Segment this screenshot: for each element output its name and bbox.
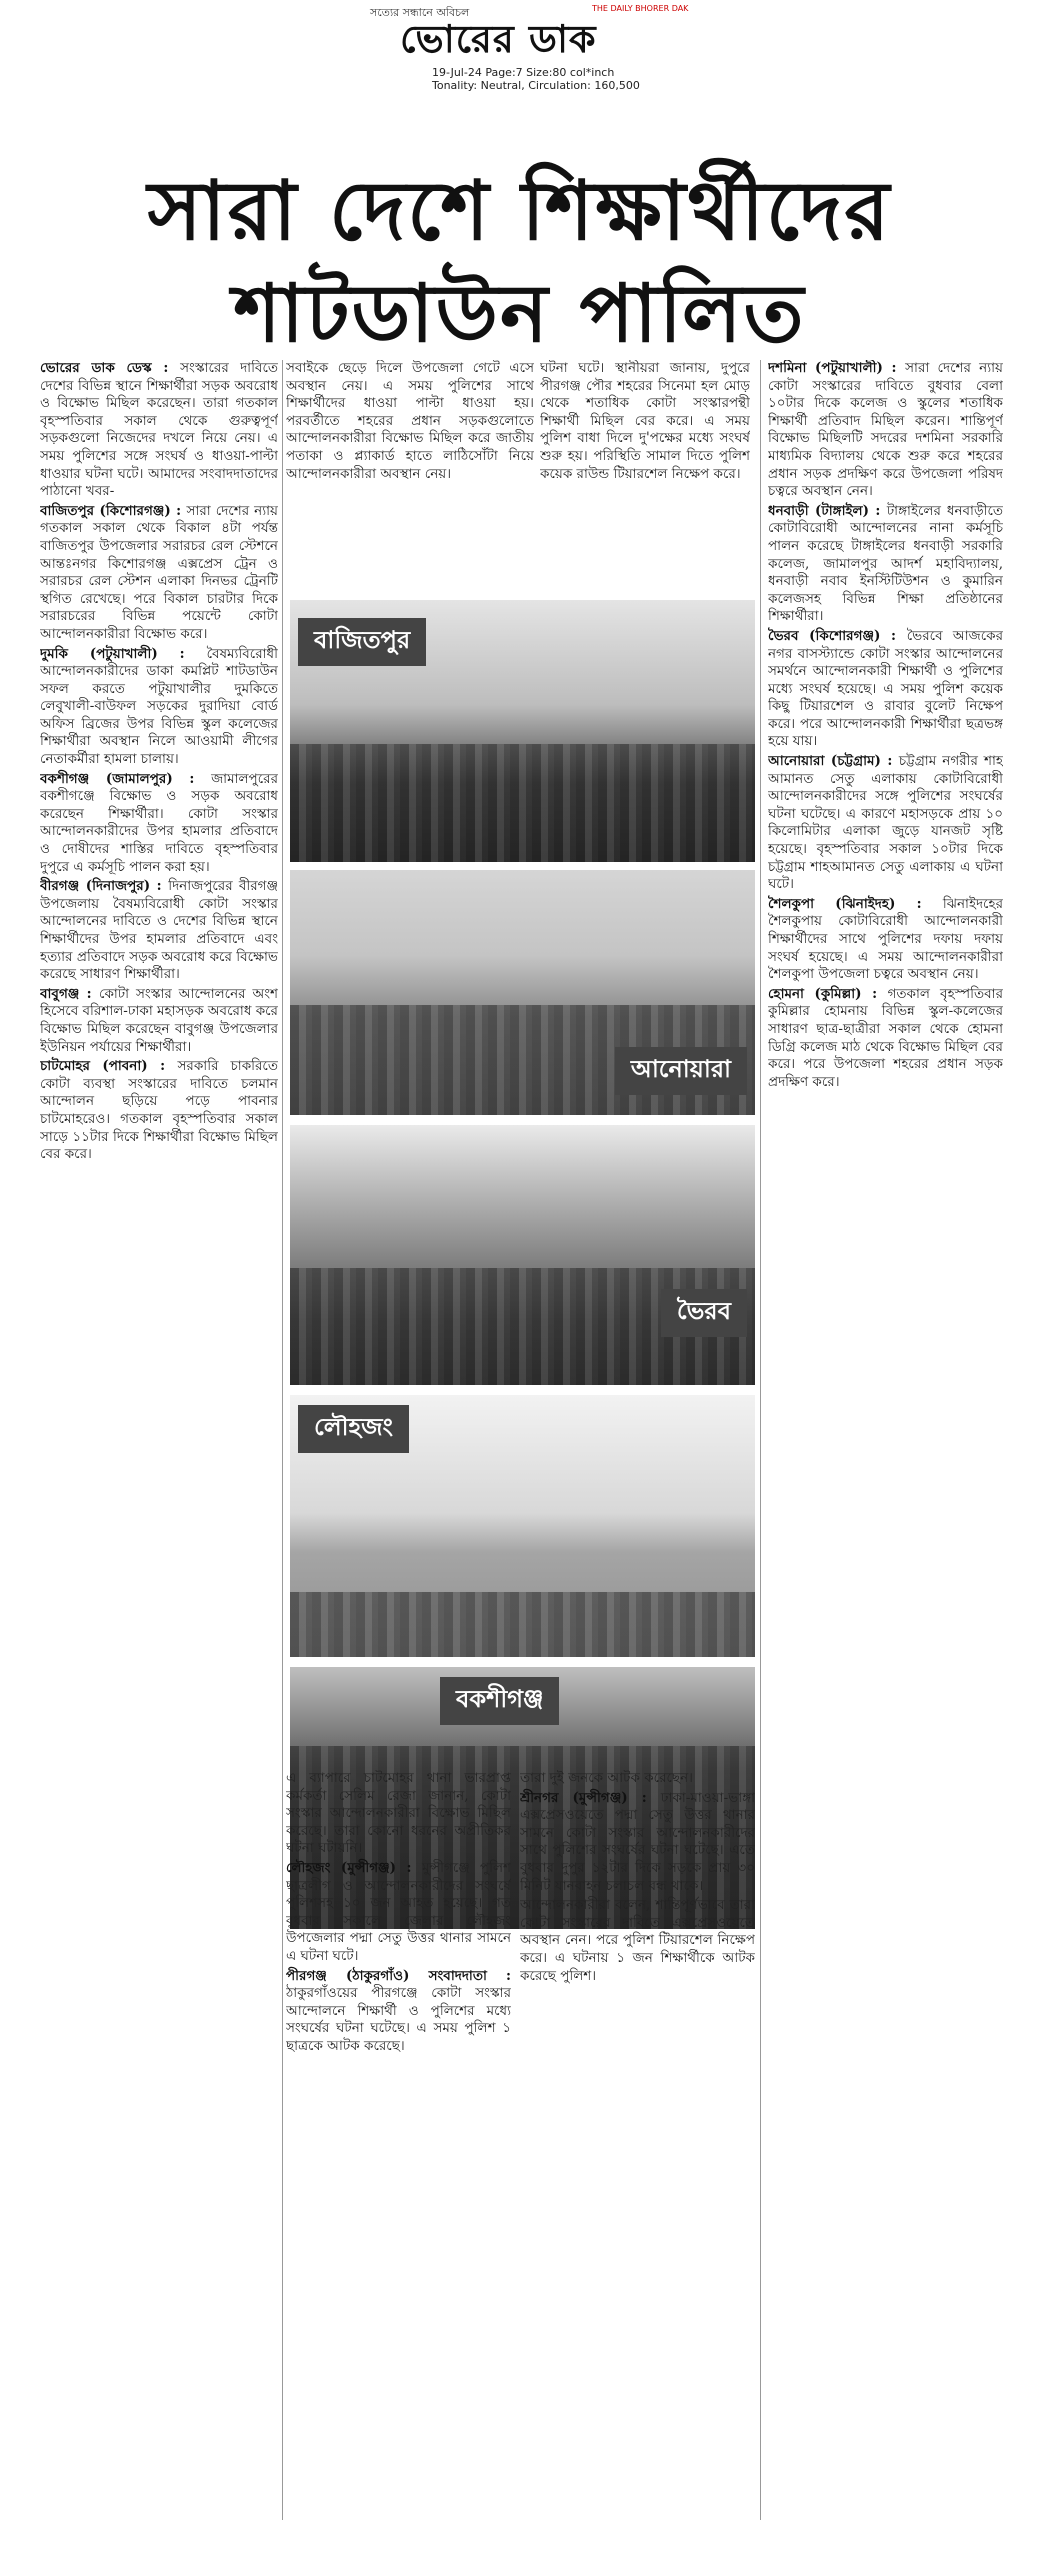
article-paragraph (286, 360, 534, 483)
dateline: দুমকি (পটুয়াখালী) : (40, 645, 207, 662)
newspaper-logo: ভোরের ডাক (400, 17, 597, 61)
article-paragraph (768, 628, 1003, 751)
paragraph-text: ঢাকা-মাওয়া-ভাঙ্গা এক্সপ্রেসওয়েতে পদ্মা সেতু উত্তর থানার সামনে কোটা সংস্কার আন্দোলনকারীদের সাথে পুলিশের সংঘর্ষের ঘটনা ঘটেছে। এতে বুধবার দুপুর ১২টার দিকে সড়কে প্রায় ৩০ মিনিট যানবাহন চলাচল বন্ধ থাকে। (520, 1789, 755, 1894)
article-paragraph (286, 1860, 511, 1966)
paragraph-text: মুন্সীগঞ্জে পুলিশ ছাত্রলীগ ও আন্দোলনকারীদের সংঘর্ষে পুলিশসহ ১০ জন আহত হয়েছে। গত বুধবার সকালে জেলার লৌহজং উপজেলার পদ্মা সেতু উত্তর থানার সামনে এ ঘটনা ঘটে। (286, 1859, 511, 1964)
article-paragraph (286, 1968, 511, 2056)
photo-caption: বকশীগঞ্জ (440, 1677, 559, 1725)
column-divider (760, 360, 761, 2520)
article-paragraph (768, 986, 1003, 1092)
dateline: পীরগঞ্জ (ঠাকুরগাঁও) সংবাদদাতা : (286, 1967, 511, 1984)
article-paragraph (40, 1058, 278, 1164)
article-paragraph (768, 503, 1003, 626)
article-column-1 (40, 360, 278, 2190)
meta-line-2: Tonality: Neutral, Circulation: 160,500 (432, 79, 640, 92)
paragraph-text: এ ব্যাপারে চাটমোহর থানা ভারপ্রাপ্ত কর্মকর্তা সেলিম রেজা জানান, কোটা সংস্কার আন্দোলনকারীরা বিক্ষোভ মিছিল করেছে। তারা কোনো ধরনের অপ্রীতিকর ঘটনা ঘটায়নি। (286, 1770, 511, 1857)
dateline: শ্রীনগর (মুন্সীগঞ্জ) : (520, 1789, 661, 1806)
dateline: ভোরের ডাক ডেস্ক : (40, 360, 181, 376)
photo-louhajang (290, 1395, 755, 1657)
photo-caption: লৌহজং (298, 1405, 409, 1453)
paragraph-text: কোটা সংস্কার আন্দোলনের অংশ হিসেবে বরিশাল-ঢাকা মহাসড়ক অবরোধ করে বিক্ষোভ মিছিল করেছেন বাবুগঞ্জ উপজেলার ইউনিয়ন পর্যায়ের শিক্ষার্থীরা। (40, 985, 278, 1055)
photo-caption: ভৈরব (661, 1289, 747, 1337)
dateline: চাটমোহর (পাবনা) : (40, 1058, 178, 1075)
paragraph-text: জামালপুরের বকশীগঞ্জে বিক্ষোভ ও সড়ক অবরোধ করেছেন শিক্ষার্থীরা। কোটা সংস্কার আন্দোলনকারীদের উপর হামলার প্রতিবাদে ও দোষীদের শাস্তির দাবিতে বৃহস্পতিবার দুপুরে এ কর্মসূচি পালন করা হয়। (40, 770, 278, 875)
paragraph-text: সারা দেশের ন্যায় কোটা সংস্কারের দাবিতে বুধবার বেলা ১০টার দিকে কলেজ ও স্কুলের শতাধিক শিক্ষার্থী প্রতিবাদ মিছিল করেন। শান্তিপূর্ণ বিক্ষোভ মিছিলটি সদরের দশমিনা সরকারি মাধ্যমিক বিদ্যালয় থেকে শুরু করে শহরের প্রধান সড়ক প্রদক্ষিণ করে উপজেলা পরিষদ চত্বরে অবস্থান নেন। (768, 360, 1003, 500)
article-paragraph (520, 1770, 755, 1788)
article-column-3-top (540, 360, 750, 590)
dateline: ধনবাড়ী (টাঙ্গাইল) : (768, 502, 887, 519)
column-divider (282, 360, 283, 2520)
article-paragraph (520, 1790, 755, 1896)
dateline: হোমনা (কুমিল্লা) : (768, 985, 888, 1002)
paragraph-text: দিনাজপুরের বীরগঞ্জ উপজেলায় বৈষম্যবিরোধী কোটা সংস্কার আন্দোলনের দাবিতে ও দেশের বিভিন্ন স্থানে শিক্ষার্থীদের উপর হামলার প্রতিবাদে এবং হত্যার প্রতিবাদে সড়ক অবরোধ করে বিক্ষোভ করেছে সাধারণ শিক্ষার্থীরা। (40, 878, 278, 983)
paragraph-text: আন্দোলনকারীরা বলেন, শান্তিপূর্ণভাবে তারা কোটা সংস্কারের দাবিতে এক্সপ্রেসওয়েতে অবস্থান নেন। পরে পুলিশ টিয়ারশেল নিক্ষেপ করে। এ ঘটনায় ১ জন শিক্ষার্থীকে আটক করেছে পুলিশ। (520, 1897, 755, 1984)
masthead-tagline: সত্যের সন্ধানে অবিচল (370, 6, 470, 19)
dateline: বকশীগঞ্জ (জামালপুর) : (40, 770, 212, 787)
article-paragraph (768, 896, 1003, 984)
meta-line-1: 19-Jul-24 Page:7 Size:80 col*inch (432, 66, 615, 79)
article-column-2-bottom (286, 1770, 511, 2530)
paragraph-text: সংস্কারের দাবিতে দেশের বিভিন্ন স্থানে শিক্ষার্থীরা সড়ক অবরোধ ও বিক্ষোভ মিছিল করেছেন। তারা গতকাল বৃহস্পতিবার সকাল থেকে গুরুত্বপূর্ণ সড়কগুলো নিজেদের দখলে নিয়ে নেয়। এ সময় পুলিশের সঙ্গে সংঘর্ষ ও ধাওয়া-পাল্টা ধাওয়ার ঘটনা ঘটে। আমাদের সংবাদদাতাদের পাঠানো খবর- (40, 360, 278, 500)
photo-anowara (290, 870, 755, 1115)
photo-caption: বাজিতপুর (298, 618, 426, 666)
paragraph-text: ঠাকুরগাঁওয়ের পীরগঞ্জে কোটা সংস্কার আন্দোলনে শিক্ষার্থী ও পুলিশের মধ্যে সংঘর্ষের ঘটনা ঘটেছে। এ সময় পুলিশ ১ ছাত্রকে আটক করেছে। (286, 1985, 511, 2054)
clipping-meta (432, 66, 640, 92)
paragraph-text: সারা দেশের ন্যায় গতকাল সকাল থেকে বিকাল ৪টা পর্যন্ত বাজিতপুর উপজেলার সরারচর রেল স্টেশনে আন্তঃনগর কিশোরগঞ্জ এক্সপ্রেস ট্রেন ও সরারচর রেল স্টেশন এলাকা দিনভর ট্রেনটি স্থগিত রেখেছে। পরে বিকাল চারটার দিকে সরারচরের বিভিন্ন পয়েন্টে কোটা আন্দোলনকারীরা বিক্ষোভ করে। (40, 502, 278, 642)
dateline: বাবুগঞ্জ : (40, 985, 99, 1002)
paragraph-text: ঘটনা ঘটে। স্থানীয়রা জানায়, দুপুরে পীরগঞ্জ পৌর শহরের সিনেমা হল মোড় থেকে শতাধিক কোটা সংস্কারপন্থী শিক্ষার্থী মিছিল বের করে। এ সময় পুলিশ বাধা দিলে দু'পক্ষের মধ্যে সংঘর্ষ শুরু হয়। পরিস্থিতি সামাল দিতে পুলিশ কয়েক রাউন্ড টিয়ারশেল নিক্ষেপ করে। (540, 360, 750, 482)
protest-photo-icon (290, 1592, 755, 1658)
paragraph-text: তারা দুই জনকে আটক করেছেন। (520, 1770, 694, 1786)
photo-bhairab (290, 1125, 755, 1385)
paragraph-text: সরকারি চাকরিতে কোটা ব্যবস্থা সংস্কারের দাবিতে চলমান আন্দোলন ছড়িয়ে পড়ে পাবনার চাটমোহরেও। গতকাল বৃহস্পতিবার সকাল সাড়ে ১১টার দিকে শিক্ষার্থীরা বিক্ষোভ মিছিল বের করে। (40, 1058, 278, 1163)
dateline: বাজিতপুর (কিশোরগঞ্জ) : (40, 502, 187, 519)
article-paragraph (40, 503, 278, 644)
paragraph-text: সবাইকে ছেড়ে দিলে উপজেলা গেটে এসে অবস্থান নেয়। এ সময় পুলিশের সাথে শিক্ষার্থীদের ধাওয়া পাল্টা ধাওয়া হয়। পরবর্তীতে শহরের প্রধান সড়কগুলোতে আন্দোলনকারীরা বিক্ষোভ মিছিল করে জাতীয় পতাকা ও প্ল্যাকার্ড হাতে লাঠিসোঁটা নিয়ে আন্দোলনকারীরা অবস্থান নেয়। (286, 360, 534, 482)
dateline: বীরগঞ্জ (দিনাজপুর) : (40, 878, 169, 895)
paragraph-text: বৈষম্যবিরোধী আন্দোলনকারীদের ডাকা কমপ্লিট শাটডাউন সফল করতে পটুয়াখালীর দুমকিতে লেবুখালী-বাউফল সড়কের দুরাদিয়া বোর্ড অফিস ব্রিজের উপর বিভিন্ন স্কুল কলেজের শিক্ষার্থীরা অবস্থান নিলে আওয়ামী লীগের নেতাকর্মীরা হামলা চালায়। (40, 645, 278, 768)
paragraph-text: গতকাল বৃহস্পতিবার কুমিল্লার হোমনায় বিভিন্ন স্কুল-কলেজের সাধারণ ছাত্র-ছাত্রীরা সকাল থেকে হোমনা ডিগ্রি কলেজ মাঠ থেকে বিক্ষোভ মিছিল বের করে। পরে উপজেলা শহরের প্রধান সড়ক প্রদক্ষিণ করে। (768, 985, 1003, 1090)
dateline: আনোয়ারা (চট্টগ্রাম) : (768, 753, 899, 770)
dateline: দশমিনা (পটুয়াখালী) : (768, 360, 906, 376)
masthead-subtag: THE DAILY BHORER DAK (592, 4, 689, 13)
dateline: শৈলকুপা (ঝিনাইদহ) : (768, 895, 943, 912)
article-paragraph (520, 1897, 755, 1985)
article-column-3-bottom (520, 1770, 755, 2530)
article-paragraph (768, 360, 1003, 501)
paragraph-text: টাঙ্গাইলের ধনবাড়ীতে কোটাবিরোধী আন্দোলনের নানা কর্মসূচি পালন করেছে টাঙ্গাইলের ধনবাড়ী সরকারি কলেজ, জামালপুর আদর্শ মহাবিদ্যালয়, ধনবাড়ী নবাব ইনস্টিটিউশন ও কুমারিন কলেজসহ বিভিন্ন শিক্ষা প্রতিষ্ঠানের শিক্ষার্থীরা। (768, 502, 1003, 625)
paragraph-text: ভৈরবে আজকের নগর বাসস্ট্যান্ডে কোটা সংস্কার আন্দোলনের সমর্থনে আন্দোলনকারী শিক্ষার্থী ও পুলিশের মধ্যে সংঘর্ষ হয়েছে। এ সময় পুলিশ কয়েক কিছু টিয়ারশেল ও রাবার বুলেট নিক্ষেপ করে। পরে আন্দোলনকারী শিক্ষার্থীরা ছত্রভঙ্গ হয়ে যায়। (768, 627, 1003, 750)
photo-caption: আনোয়ারা (615, 1047, 747, 1095)
photo-bajitpur (290, 600, 755, 862)
article-paragraph (40, 360, 278, 501)
dateline: লৌহজং (মুন্সীগঞ্জ) : (286, 1859, 423, 1876)
article-paragraph (40, 986, 278, 1056)
article-column-4 (768, 360, 1003, 2520)
protest-photo-icon (290, 744, 755, 862)
article-paragraph (768, 753, 1003, 894)
article-paragraph (286, 1770, 511, 1858)
headline-line-2: শাটডাউন পালিত (233, 267, 806, 360)
headline-line-1: সারা দেশে শিক্ষার্থীদের (147, 164, 892, 259)
article-column-2-top (286, 360, 534, 590)
paragraph-text: ঝিনাইদহের শৈলকুপায় কোটাবিরোধী আন্দোলনকারী শিক্ষার্থীদের সাথে পুলিশের দফায় দফায় সংঘর্ষ হয়েছে। এ সময় আন্দোলনকারীরা শৈলকুপা উপজেলা চত্বরে অবস্থান নেয়। (768, 895, 1003, 983)
paragraph-text: চট্টগ্রাম নগরীর শাহ আমানত সেতু এলাকায় কোটাবিরোধী আন্দোলনকারীদের সঙ্গে পুলিশের সংঘর্ষের ঘটনা ঘটেছে। এ কারণে মহাসড়কে প্রায় ১০ কিলোমিটার এলাকা জুড়ে যানজট সৃষ্টি হয়েছে। বৃহস্পতিবার সকাল ১০টার দিকে চট্টগ্রাম শাহআমানত সেতু এলাকায় এ ঘটনা ঘটে। (768, 753, 1003, 893)
article-paragraph (40, 878, 278, 984)
article-paragraph (540, 360, 750, 483)
article-paragraph (40, 771, 278, 877)
article-paragraph (40, 646, 278, 769)
masthead (0, 0, 1039, 96)
dateline: ভৈরব (কিশোরগঞ্জ) : (768, 627, 907, 644)
